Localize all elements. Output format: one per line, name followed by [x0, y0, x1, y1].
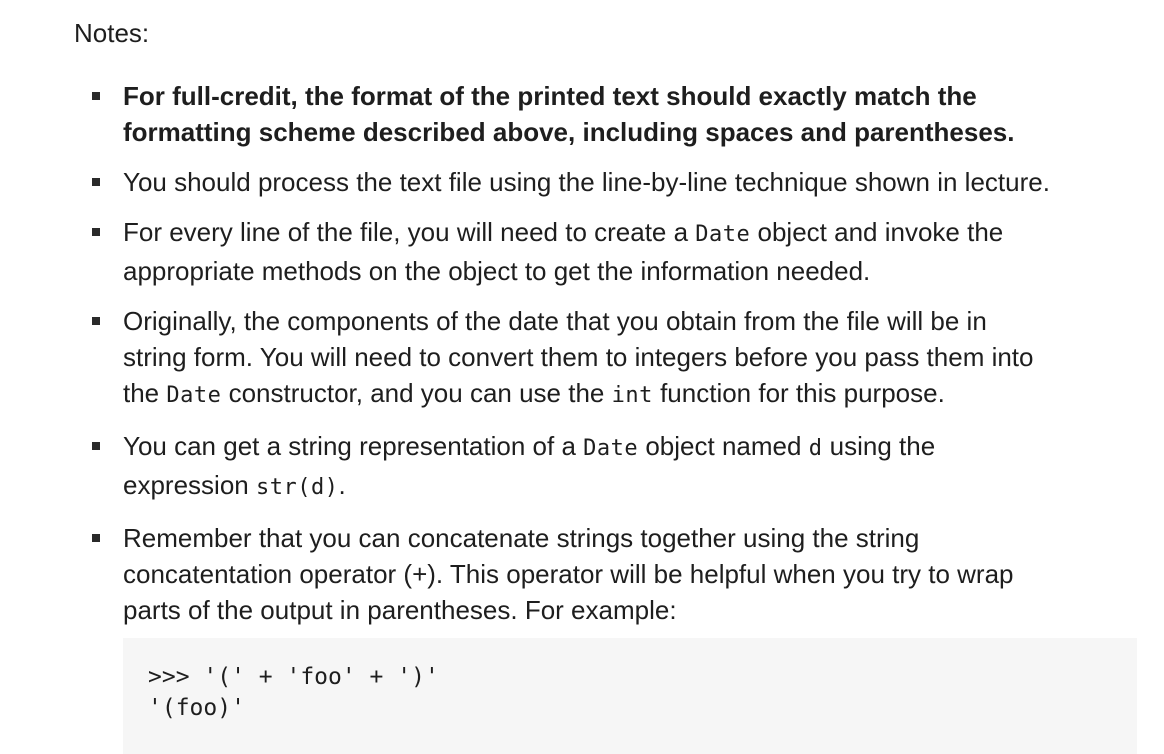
note-line: [123, 253, 1144, 289]
note-text-segment: function for this purpose.: [652, 378, 945, 408]
bullet-icon: [92, 92, 100, 100]
code-line: '(foo)': [148, 695, 245, 721]
note-text-segment: formatting scheme described above, including spaces and parentheses.: [123, 117, 1015, 147]
note-line: [123, 114, 1144, 150]
note-line: [123, 375, 1144, 414]
note-text: [123, 164, 1144, 200]
note-line: [123, 520, 1144, 556]
note-item: [0, 164, 1164, 200]
note-text-segment: Originally, the components of the date that you obtain from the file will be in: [123, 306, 987, 336]
bullet-icon: [92, 534, 100, 542]
note-text-segment: concatentation operator (+). This operator will be helpful when you try to wrap: [123, 559, 1014, 589]
note-text: [123, 520, 1144, 628]
note-line: [123, 303, 1144, 339]
code-line: >>> '(' + 'foo' + ')': [148, 664, 439, 690]
bullet-icon: [92, 228, 100, 236]
inline-code: str(d): [255, 475, 339, 500]
inline-code: d: [808, 436, 823, 461]
note-item: [0, 78, 1164, 150]
note-text-segment: object named: [638, 431, 809, 461]
notes-list: [0, 78, 1164, 642]
inline-code: Date: [695, 222, 751, 247]
note-line: [123, 339, 1144, 375]
note-text-segment: constructor, and you can use the: [221, 378, 612, 408]
note-item: [0, 214, 1164, 289]
inline-code: Date: [583, 436, 639, 461]
note-line: [123, 592, 1144, 628]
note-line: [123, 164, 1144, 200]
inline-code: Date: [166, 383, 222, 408]
note-item: [0, 428, 1164, 506]
note-text-segment: Remember that you can concatenate strings together using the string: [123, 523, 920, 553]
bullet-icon: [92, 178, 100, 186]
note-line: [123, 467, 1144, 506]
note-text: [123, 303, 1144, 414]
bullet-icon: [92, 442, 100, 450]
note-item: [0, 303, 1164, 414]
note-text-segment: For full-credit, the format of the printed text should exactly match the: [123, 81, 977, 111]
note-text-segment: the: [123, 378, 167, 408]
note-text-segment: object and invoke the: [750, 217, 1004, 247]
note-text: [123, 428, 1144, 506]
note-text-segment: .: [338, 470, 346, 500]
note-item: [0, 520, 1164, 628]
note-text: [123, 78, 1144, 150]
note-text: [123, 214, 1144, 289]
note-text-segment: appropriate methods on the object to get the information needed.: [123, 256, 871, 286]
note-text-segment: expression: [123, 470, 256, 500]
inline-code: int: [611, 383, 653, 408]
note-text-segment: You can get a string representation of a: [123, 431, 584, 461]
bullet-icon: [92, 317, 100, 325]
note-text-segment: using the: [822, 431, 936, 461]
code-example-block: [123, 638, 1137, 754]
note-line: [123, 78, 1144, 114]
note-text-segment: parts of the output in parentheses. For example:: [123, 595, 677, 625]
note-text-segment: string form. You will need to convert them to integers before you pass them into: [123, 342, 1034, 372]
note-line: [123, 428, 1144, 467]
note-line: [123, 556, 1144, 592]
note-text-segment: For every line of the file, you will need to create a: [123, 217, 696, 247]
note-text-segment: You should process the text file using the line-by-line technique shown in lecture.: [123, 167, 1050, 197]
notes-heading: Notes:: [74, 18, 150, 48]
note-line: [123, 214, 1144, 253]
